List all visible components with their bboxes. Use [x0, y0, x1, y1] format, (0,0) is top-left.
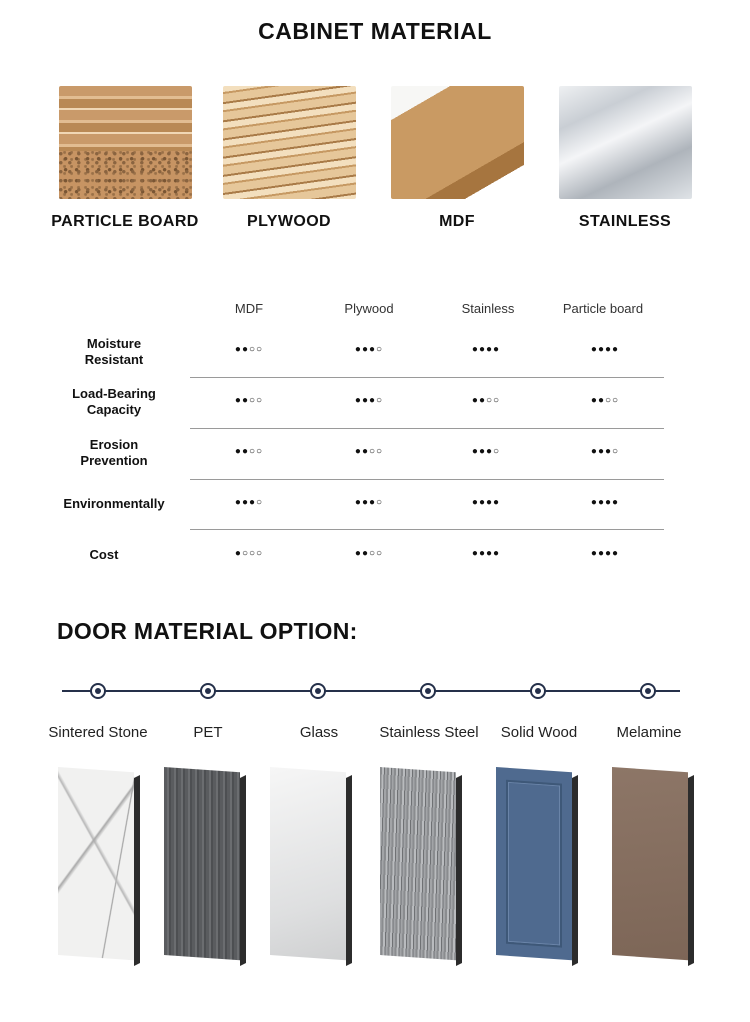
column-header-particle-board: Particle board [562, 301, 644, 316]
melamine-panel-image [612, 767, 698, 965]
material-particle-board [40, 86, 210, 231]
stainless-steel-panel-image [380, 767, 466, 965]
rating-dots: ●●○○ [234, 446, 264, 457]
row-label-line: Moisture [86, 336, 142, 351]
timeline-node [420, 683, 436, 699]
rating-dots: ●●●○ [590, 446, 620, 457]
row-label-line: Erosion [89, 437, 139, 452]
rating-dots: ●●●○ [354, 497, 384, 508]
row-label-environmental [40, 496, 188, 512]
row-label-line: Resistant [84, 352, 144, 367]
cabinet-material-title: CABINET MATERIAL [258, 18, 492, 44]
rating-dots: ●●●○ [354, 344, 384, 355]
column-header-mdf: MDF [234, 301, 264, 316]
sintered-stone-panel-image [58, 767, 144, 965]
rating-dots: ●●●● [590, 497, 620, 508]
door-option-label: Melamine [616, 724, 682, 741]
row-divider [190, 377, 664, 378]
rating-dots: ●●○○ [234, 395, 264, 406]
material-plywood [204, 86, 374, 231]
rating-dots: ●●●○ [354, 395, 384, 406]
row-divider [190, 529, 664, 530]
row-label-line: Capacity [86, 402, 142, 417]
rating-dots: ●●○○ [354, 446, 384, 457]
pet-panel-image [164, 767, 250, 965]
door-option-label: PET [193, 724, 223, 741]
row-label-moisture [40, 336, 188, 368]
row-label-load-bearing [40, 386, 188, 418]
stainless-image [559, 86, 692, 199]
rating-dots: ●●○○ [471, 395, 501, 406]
row-divider [190, 428, 664, 429]
glass-panel-image [270, 767, 356, 965]
mdf-image [391, 86, 524, 199]
material-label: STAINLESS [578, 213, 672, 230]
timeline-node [90, 683, 106, 699]
row-label-line: Environmentally [63, 496, 165, 511]
door-option-label: Sintered Stone [48, 724, 148, 741]
rating-dots: ●●●● [471, 344, 501, 355]
material-mdf [372, 86, 542, 231]
rating-dots: ●●●● [590, 344, 620, 355]
timeline-line [62, 690, 680, 692]
solid-wood-panel-image [496, 767, 582, 965]
row-label-line: Prevention [80, 453, 148, 468]
material-label: MDF [439, 213, 475, 230]
particle-board-image [59, 86, 192, 199]
door-material-title: DOOR MATERIAL OPTION: [57, 618, 358, 644]
row-label-cost [30, 547, 178, 563]
row-label-line: Load-Bearing [72, 386, 156, 401]
rating-dots: ●●●● [471, 548, 501, 559]
row-label-line: Cost [89, 547, 119, 562]
material-label: PLYWOOD [247, 213, 331, 230]
rating-dots: ●●●○ [471, 446, 501, 457]
rating-dots: ●●○○ [234, 344, 264, 355]
plywood-image [223, 86, 356, 199]
rating-dots: ●●●○ [234, 497, 264, 508]
timeline-node [640, 683, 656, 699]
door-option-label: Stainless Steel [379, 724, 479, 741]
door-option-label: Glass [299, 724, 339, 741]
rating-dots: ●●●● [471, 497, 501, 508]
door-option-label: Solid Wood [500, 724, 578, 741]
rating-dots: ●●●● [590, 548, 620, 559]
column-header-plywood: Plywood [344, 301, 394, 316]
rating-dots: ●●○○ [354, 548, 384, 559]
column-header-stainless: Stainless [461, 301, 515, 316]
timeline-node [530, 683, 546, 699]
rating-dots: ●●○○ [590, 395, 620, 406]
row-label-erosion [40, 437, 188, 469]
material-label: PARTICLE BOARD [51, 213, 199, 230]
timeline-node [310, 683, 326, 699]
row-divider [190, 479, 664, 480]
timeline-node [200, 683, 216, 699]
material-stainless [540, 86, 710, 231]
rating-dots: ●○○○ [234, 548, 264, 559]
